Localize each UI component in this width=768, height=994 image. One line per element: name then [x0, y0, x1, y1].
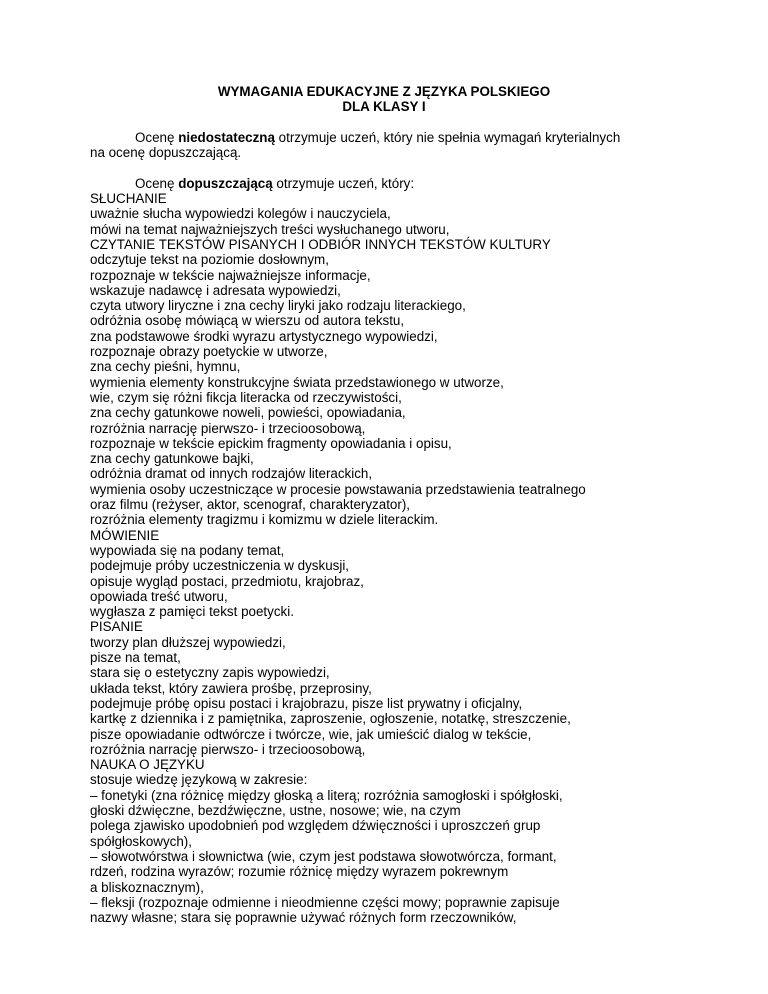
- paragraph-niedostateczna: [135, 130, 620, 145]
- document-line: wymienia elementy konstrukcyjne świata przedstawionego w utworze,: [90, 374, 504, 390]
- document-line: rozpoznaje w tekście epickim fragmenty opowiadania i opisu,: [90, 435, 452, 451]
- grade-name: dopuszczającą: [178, 176, 273, 191]
- document-line: opowiada treść utworu,: [90, 588, 228, 604]
- document-line: – fleksji (rozpoznaje odmienne i nieodmienne części mowy; poprawnie zapisuje: [90, 894, 560, 910]
- document-title: WYMAGANIA EDUKACYJNE Z JĘZYKA POLSKIEGO: [217, 84, 551, 99]
- document-line: czyta utwory liryczne i zna cechy liryki jako rodzaju literackiego,: [90, 298, 466, 314]
- document-line: nazwy własne; stara się poprawnie używać różnych form rzeczowników,: [90, 910, 517, 926]
- document-line: rozróżnia elementy tragizmu i komizmu w dziele literackim.: [90, 512, 439, 528]
- document-line: CZYTANIE TEKSTÓW PISANYCH I ODBIÓR INNYCH TEKSTÓW KULTURY: [90, 236, 551, 252]
- document-line: wypowiada się na podany temat,: [90, 542, 285, 558]
- document-line: wskazuje nadawcę i adresata wypowiedzi,: [90, 282, 341, 298]
- document-line: podejmuje próbę opisu postaci i krajobrazu, pisze list prywatny i oficjalny,: [90, 695, 523, 711]
- document-line: stara się o estetyczny zapis wypowiedzi,: [90, 665, 330, 681]
- document-line: wygłasza z pamięci tekst poetycki.: [90, 604, 294, 620]
- document-line: tworzy plan dłuższej wypowiedzi,: [90, 634, 286, 650]
- document-line: zna cechy gatunkowe bajki,: [90, 451, 254, 467]
- document-line: zna cechy pieśni, hymnu,: [90, 359, 241, 375]
- document-line: – słowotwórstwa i słownictwa (wie, czym jest podstawa słowotwórcza, formant,: [90, 848, 557, 864]
- document-line: spółgłoskowych),: [90, 833, 192, 849]
- text-span: Ocenę: [135, 130, 179, 145]
- paragraph-dopuszczajaca: [135, 176, 414, 191]
- document-line: PISANIE: [90, 619, 143, 635]
- document-line: rdzeń, rodzina wyrazów; rozumie różnicę między wyrazem pokrewnym: [90, 864, 509, 880]
- text-span: otrzymuje uczeń, który nie spełnia wymagań kryterialnych: [274, 130, 621, 145]
- text-span: otrzymuje uczeń, który:: [272, 176, 415, 191]
- document-line: rozróżnia narrację pierwszo- i trzecioosobową,: [90, 741, 366, 757]
- document-line: zna cechy gatunkowe noweli, powieści, opowiadania,: [90, 405, 406, 421]
- document-line: układa tekst, który zawiera prośbę, przeprosiny,: [90, 680, 372, 696]
- document-line: NAUKA O JĘZYKU: [90, 757, 205, 773]
- document-line: rozróżnia narrację pierwszo- i trzecioosobową,: [90, 420, 366, 436]
- document-line: SŁUCHANIE: [90, 191, 167, 206]
- document-line: a bliskoznacznym),: [90, 879, 204, 895]
- document-line: wie, czym się różni fikcja literacka od rzeczywistości,: [90, 389, 402, 405]
- document-line: – fonetyki (zna różnicę między głoską a literą; rozróżnia samogłoski i spółgłoski,: [90, 787, 563, 803]
- grade-name: niedostateczną: [178, 130, 275, 145]
- document-line: wymienia osoby uczestniczące w procesie powstawania przedstawienia teatralnego: [90, 481, 586, 497]
- document-line: mówi na temat najważniejszych treści wysłuchanego utworu,: [90, 221, 450, 237]
- document-subtitle: DLA KLASY I: [342, 99, 426, 114]
- document-line: pisze opowiadanie odtwórcze i twórcze, wie, jak umieścić dialog w tekście,: [90, 726, 532, 742]
- document-line: kartkę z dziennika i z pamiętnika, zaproszenie, ogłoszenie, notatkę, streszczenie,: [90, 711, 571, 727]
- document-line: podejmuje próby uczestniczenia w dyskusji,: [90, 558, 350, 574]
- text-span: Ocenę: [135, 176, 179, 191]
- document-line: uważnie słucha wypowiedzi kolegów i nauczyciela,: [90, 206, 391, 222]
- document-line: opisuje wygląd postaci, przedmiotu, krajobraz,: [90, 573, 364, 589]
- document-line: rozpoznaje w tekście najważniejsze informacje,: [90, 267, 371, 283]
- document-line: zna podstawowe środki wyrazu artystycznego wypowiedzi,: [90, 328, 438, 344]
- document-line: stosuje wiedzę językową w zakresie:: [90, 772, 308, 788]
- document-line: MÓWIENIE: [90, 527, 160, 543]
- document-line: pisze na temat,: [90, 650, 181, 665]
- document-line: odczytuje tekst na poziomie dosłownym,: [90, 252, 329, 268]
- document-line: polega zjawisko upodobnień pod względem dźwięczności i uproszczeń grup: [90, 818, 541, 834]
- document-line: rozpoznaje obrazy poetyckie w utworze,: [90, 344, 328, 359]
- paragraph-line: na ocenę dopuszczającą.: [90, 145, 242, 160]
- document-line: głoski dźwięczne, bezdźwięczne, ustne, nosowe; wie, na czym: [90, 803, 461, 818]
- document-line: odróżnia osobę mówiącą w wierszu od autora tekstu,: [90, 313, 405, 329]
- document-line: oraz filmu (reżyser, aktor, scenograf, charakteryzator),: [90, 497, 411, 512]
- document-line: odróżnia dramat od innych rodzajów literackich,: [90, 466, 373, 482]
